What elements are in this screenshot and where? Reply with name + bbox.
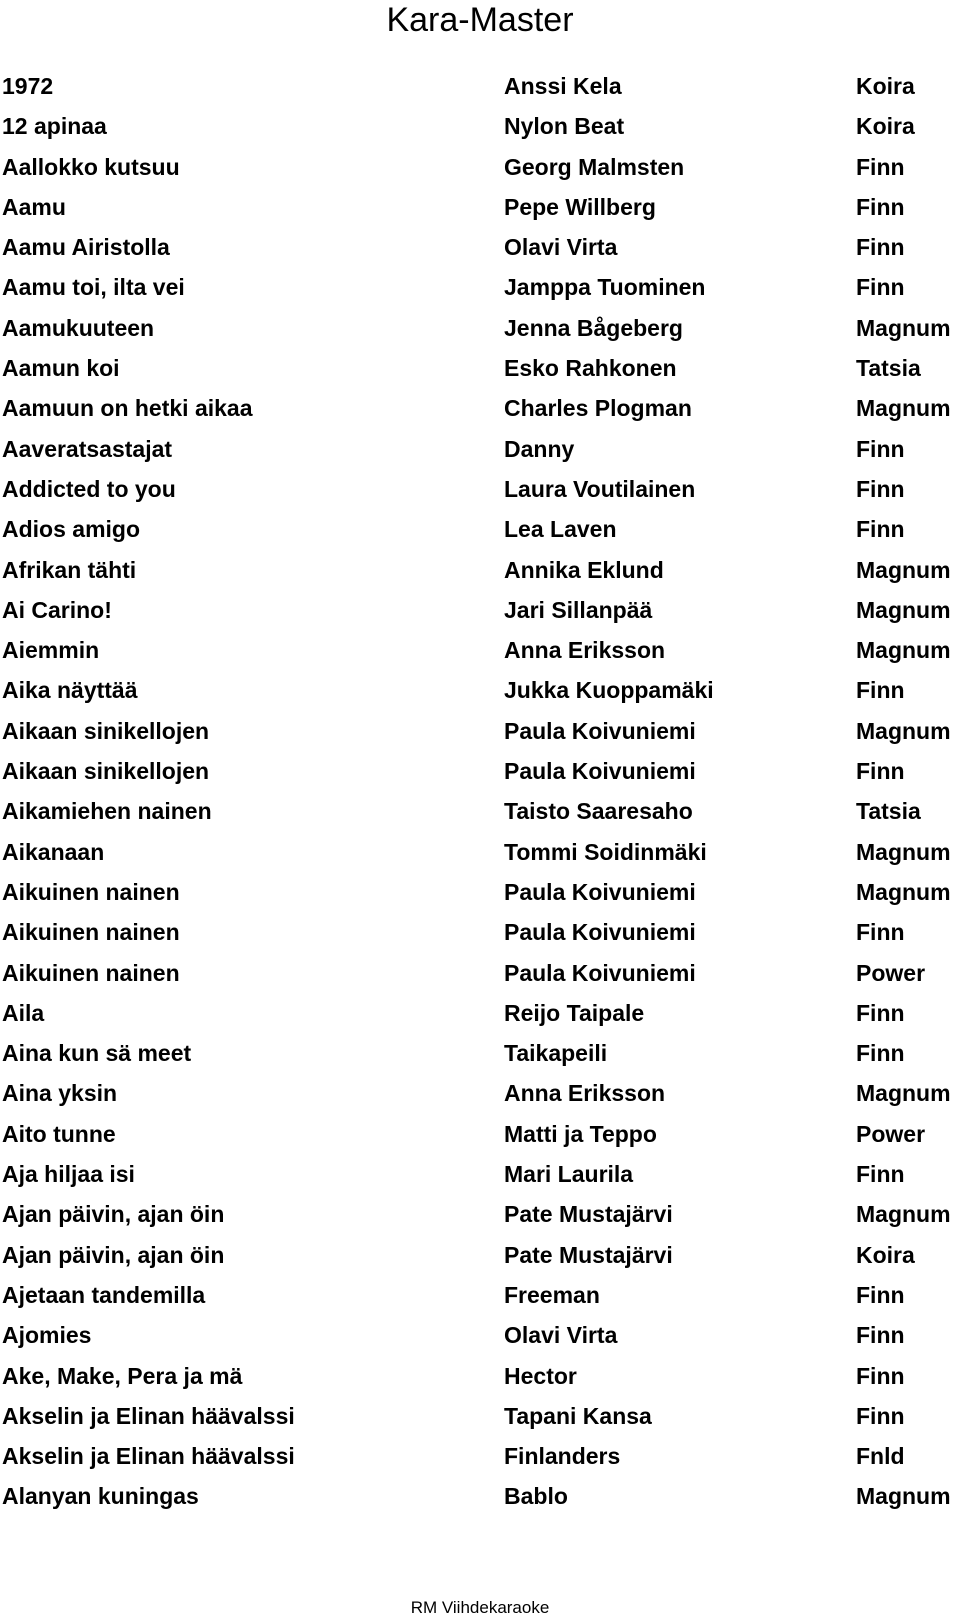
list-item bbox=[0, 429, 960, 469]
label-name: Finn bbox=[856, 1281, 905, 1308]
artist-name: Olavi Virta bbox=[504, 1322, 618, 1349]
label-name: Finn bbox=[856, 234, 905, 261]
song-title: Aamukuuteen bbox=[2, 314, 155, 341]
song-title: Akselin ja Elinan häävalssi bbox=[2, 1443, 295, 1470]
list-item bbox=[0, 832, 960, 872]
song-title: Aiemmin bbox=[2, 637, 100, 664]
list-item bbox=[0, 1114, 960, 1154]
list-item bbox=[0, 1154, 960, 1194]
artist-name: Jamppa Tuominen bbox=[504, 274, 706, 301]
song-list bbox=[0, 66, 960, 1517]
song-title: Aamu Airistolla bbox=[2, 234, 170, 261]
artist-name: Nylon Beat bbox=[504, 113, 625, 140]
artist-name: Jukka Kuoppamäki bbox=[504, 677, 714, 704]
list-item bbox=[0, 1073, 960, 1113]
list-item bbox=[0, 147, 960, 187]
label-name: Finn bbox=[856, 274, 905, 301]
song-title: Ajetaan tandemilla bbox=[2, 1281, 206, 1308]
list-item bbox=[0, 1356, 960, 1396]
song-title: Aina kun sä meet bbox=[2, 1040, 192, 1067]
label-name: Finn bbox=[856, 677, 905, 704]
label-name: Power bbox=[856, 959, 926, 986]
song-title: Aamu bbox=[2, 193, 66, 220]
list-item bbox=[0, 630, 960, 670]
list-item bbox=[0, 388, 960, 428]
label-name: Magnum bbox=[856, 596, 951, 623]
artist-name: Lea Laven bbox=[504, 516, 617, 543]
artist-name: Charles Plogman bbox=[504, 395, 692, 422]
label-name: Finn bbox=[856, 919, 905, 946]
label-name: Koira bbox=[856, 73, 915, 99]
song-title: Ake, Make, Pera ja mä bbox=[2, 1362, 243, 1389]
artist-name: Paula Koivuniemi bbox=[504, 717, 696, 744]
song-title: Aja hiljaa isi bbox=[2, 1161, 135, 1188]
song-title: Aallokko kutsuu bbox=[2, 153, 180, 180]
song-title: Akselin ja Elinan häävalssi bbox=[2, 1402, 295, 1429]
artist-name: Tommi Soidinmäki bbox=[504, 838, 707, 865]
song-title: Aikaan sinikellojen bbox=[2, 758, 210, 785]
song-title: Aika näyttää bbox=[2, 677, 138, 704]
song-title: Aito tunne bbox=[2, 1120, 116, 1147]
artist-name: Laura Voutilainen bbox=[504, 475, 696, 502]
artist-name: Taikapeili bbox=[504, 1040, 608, 1067]
list-item bbox=[0, 993, 960, 1033]
label-name: Magnum bbox=[856, 717, 951, 744]
label-name: Power bbox=[856, 1120, 926, 1147]
song-title: Aikuinen nainen bbox=[2, 919, 180, 946]
list-item bbox=[0, 469, 960, 509]
song-title: Alanyan kuningas bbox=[2, 1483, 199, 1510]
artist-name: Reijo Taipale bbox=[504, 999, 645, 1026]
artist-name: Paula Koivuniemi bbox=[504, 878, 696, 905]
label-name: Tatsia bbox=[856, 798, 921, 825]
label-name: Finn bbox=[856, 1362, 905, 1389]
list-item bbox=[0, 791, 960, 831]
song-title: Ajan päivin, ajan öin bbox=[2, 1241, 225, 1268]
list-item bbox=[0, 187, 960, 227]
label-name: Koira bbox=[856, 1241, 915, 1268]
artist-name: Georg Malmsten bbox=[504, 153, 685, 180]
label-name: Magnum bbox=[856, 637, 951, 664]
label-name: Finn bbox=[856, 758, 905, 785]
list-item bbox=[0, 670, 960, 710]
list-item bbox=[0, 872, 960, 912]
label-name: Magnum bbox=[856, 1080, 951, 1107]
list-item bbox=[0, 751, 960, 791]
label-name: Finn bbox=[856, 516, 905, 543]
song-title: Aina yksin bbox=[2, 1080, 118, 1107]
artist-name: Danny bbox=[504, 435, 575, 462]
artist-name: Pepe Willberg bbox=[504, 193, 656, 220]
label-name: Finn bbox=[856, 1040, 905, 1067]
list-item bbox=[0, 590, 960, 630]
list-item bbox=[0, 509, 960, 549]
artist-name: Olavi Virta bbox=[504, 234, 618, 261]
artist-name: Mari Laurila bbox=[504, 1161, 634, 1188]
artist-name: Matti ja Teppo bbox=[504, 1120, 657, 1147]
artist-name: Tapani Kansa bbox=[504, 1402, 652, 1429]
song-title: Ajomies bbox=[2, 1322, 92, 1349]
page-title: Kara-Master bbox=[386, 1, 574, 39]
label-name: Magnum bbox=[856, 556, 951, 583]
label-name: Koira bbox=[856, 113, 915, 140]
list-item bbox=[0, 953, 960, 993]
label-name: Finn bbox=[856, 999, 905, 1026]
label-name: Magnum bbox=[856, 1483, 951, 1510]
label-name: Finn bbox=[856, 193, 905, 220]
page-footer: RM Viihdekaraoke bbox=[410, 1598, 550, 1617]
list-item bbox=[0, 308, 960, 348]
list-item bbox=[0, 1396, 960, 1436]
song-title: Aamuun on hetki aikaa bbox=[2, 395, 253, 422]
label-name: Fnld bbox=[856, 1443, 905, 1470]
song-title: Ajan päivin, ajan öin bbox=[2, 1201, 225, 1228]
song-title: Aikuinen nainen bbox=[2, 878, 180, 905]
artist-name: Hector bbox=[504, 1362, 577, 1389]
list-item bbox=[0, 1194, 960, 1234]
list-item bbox=[0, 66, 960, 106]
artist-name: Anna Eriksson bbox=[504, 637, 666, 664]
artist-name: Jenna Bågeberg bbox=[504, 314, 683, 341]
artist-name: Pate Mustajärvi bbox=[504, 1201, 673, 1228]
song-title: Afrikan tähti bbox=[2, 556, 137, 583]
list-item bbox=[0, 1476, 960, 1516]
list-item bbox=[0, 227, 960, 267]
list-item bbox=[0, 106, 960, 146]
label-name: Finn bbox=[856, 153, 905, 180]
song-title: 12 apinaa bbox=[2, 113, 107, 140]
artist-name: Annika Eklund bbox=[504, 556, 664, 583]
list-item bbox=[0, 267, 960, 307]
song-title: Aikuinen nainen bbox=[2, 959, 180, 986]
artist-name: Bablo bbox=[504, 1483, 568, 1510]
song-title: Aila bbox=[2, 999, 45, 1026]
label-name: Finn bbox=[856, 1161, 905, 1188]
artist-name: Paula Koivuniemi bbox=[504, 919, 696, 946]
label-name: Magnum bbox=[856, 878, 951, 905]
song-title: Aikanaan bbox=[2, 838, 105, 865]
list-item bbox=[0, 1436, 960, 1476]
label-name: Finn bbox=[856, 1402, 905, 1429]
artist-name: Esko Rahkonen bbox=[504, 355, 677, 382]
song-title: Aamun koi bbox=[2, 355, 120, 382]
list-item bbox=[0, 1275, 960, 1315]
song-title: Aikaan sinikellojen bbox=[2, 717, 210, 744]
label-name: Magnum bbox=[856, 1201, 951, 1228]
song-title: Addicted to you bbox=[2, 475, 176, 502]
list-item bbox=[0, 1315, 960, 1355]
label-name: Finn bbox=[856, 475, 905, 502]
artist-name: Paula Koivuniemi bbox=[504, 758, 696, 785]
list-item bbox=[0, 550, 960, 590]
artist-name: Paula Koivuniemi bbox=[504, 959, 696, 986]
song-title: Aaveratsastajat bbox=[2, 435, 173, 462]
song-title: Adios amigo bbox=[2, 516, 141, 543]
song-title: Ai Carino! bbox=[2, 596, 112, 623]
label-name: Tatsia bbox=[856, 355, 921, 382]
artist-name: Freeman bbox=[504, 1281, 600, 1308]
song-title: Aamu toi, ilta vei bbox=[2, 274, 185, 301]
artist-name: Anna Eriksson bbox=[504, 1080, 666, 1107]
song-title: Aikamiehen nainen bbox=[2, 798, 212, 825]
list-item bbox=[0, 912, 960, 952]
list-item bbox=[0, 1033, 960, 1073]
list-item bbox=[0, 1235, 960, 1275]
artist-name: Pate Mustajärvi bbox=[504, 1241, 673, 1268]
label-name: Magnum bbox=[856, 838, 951, 865]
label-name: Finn bbox=[856, 1322, 905, 1349]
artist-name: Anssi Kela bbox=[504, 73, 622, 99]
artist-name: Finlanders bbox=[504, 1443, 621, 1470]
label-name: Finn bbox=[856, 435, 905, 462]
label-name: Magnum bbox=[856, 395, 951, 422]
list-item bbox=[0, 711, 960, 751]
label-name: Magnum bbox=[856, 314, 951, 341]
song-title: 1972 bbox=[2, 73, 54, 99]
list-item bbox=[0, 348, 960, 388]
artist-name: Taisto Saaresaho bbox=[504, 798, 693, 825]
artist-name: Jari Sillanpää bbox=[504, 596, 653, 623]
